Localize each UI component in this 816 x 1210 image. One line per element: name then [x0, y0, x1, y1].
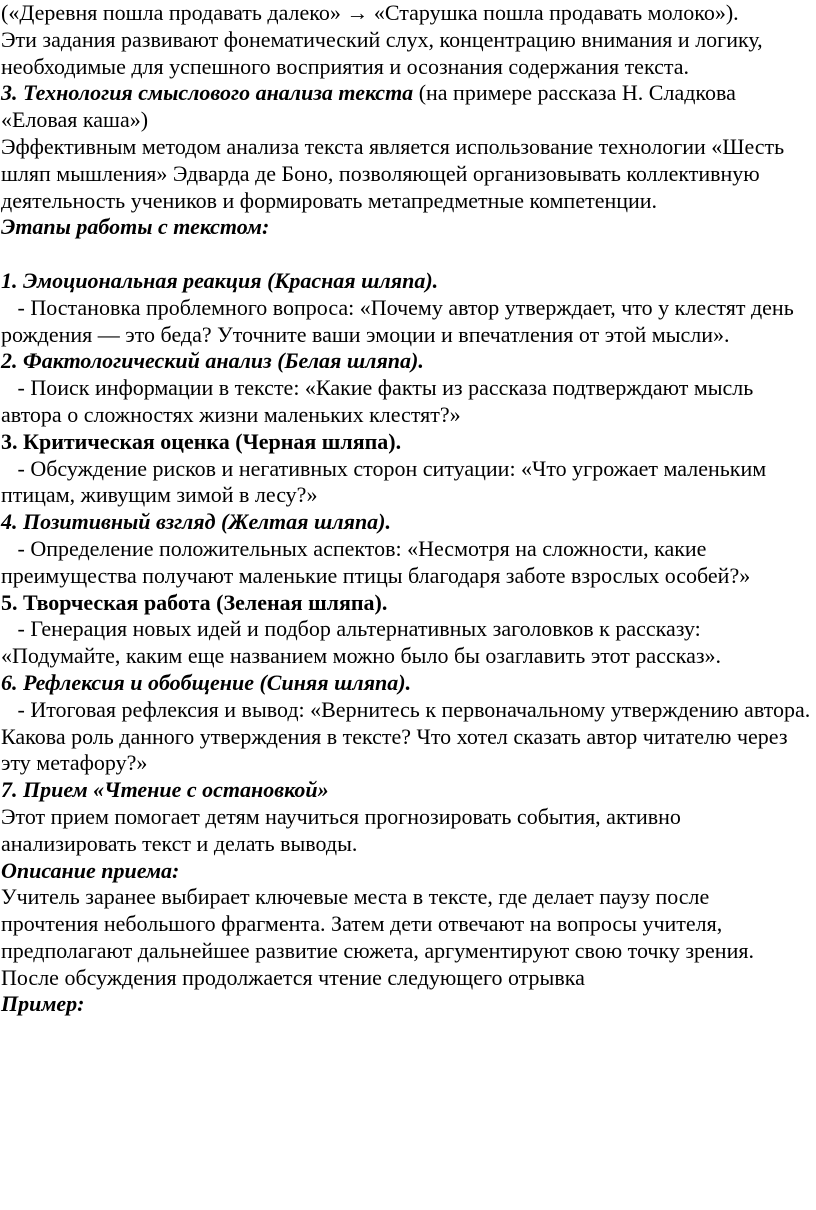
stage-6-title: 6. Рефлексия и обобщение (Синяя шляпа). [1, 669, 412, 695]
section-7-heading: 7. Прием «Чтение с остановкой» [1, 777, 329, 803]
stage-3-text: - Обсуждение рисков и негативных сторон ситуации: «Что угрожает маленьким птицам, живущим зимой в лесу?» [1, 455, 772, 508]
stage-1-text: - Постановка проблемного вопроса: «Почему автор утверждает, что у клестят день рождения — это беда? Уточните ваши эмоции и впечатления от этой мысли». [1, 294, 800, 347]
paragraph-example-transform: («Деревня пошла продавать далеко» → «Старушка пошла продавать молоко»). [1, 0, 739, 25]
section-7-text: Этот прием помогает детям научиться прогнозировать события, активно анализировать текст и делать выводы. [1, 803, 681, 856]
paragraph-tasks-purpose: Эти задания развивают фонематический слух, концентрацию внимания и логику, необходимые для успешного восприятия и осознания содержания текста. [1, 26, 763, 79]
stage-5-text: - Генерация новых идей и подбор альтернативных заголовков к рассказу: «Подумайте, каким еще названием можно было бы озаглавить этот рассказ». [1, 616, 722, 669]
stage-2-title: 2. Фактологический анализ (Белая шляпа). [1, 348, 424, 374]
paragraph-six-hats-intro: Эффективным методом анализа текста является использование технологии «Шесть шляп мышления» Эдварда де Боно, позволяющей организовывать коллективную деятельность учеников и формировать метапредметные компетенции. [1, 133, 785, 213]
stage-4-text: - Определение положительных аспектов: «Несмотря на сложности, какие преимущества получают маленькие птицы благодаря заботе взрослых особей?» [1, 535, 751, 588]
blank-line [0, 241, 816, 268]
stage-5-title: 5. Творческая работа (Зеленая шляпа). [1, 589, 388, 615]
stages-heading: Этапы работы с текстом: [1, 214, 270, 240]
stage-1-title: 1. Эмоциональная реакция (Красная шляпа). [1, 267, 439, 293]
stage-6-text: - Итоговая рефлексия и вывод: «Вернитесь к первоначальному утверждению автора. Какова роль данного утверждения в тексте? Что хотел сказать автор читателю через эту метафору?» [1, 696, 816, 776]
description-heading: Описание приема: [1, 857, 180, 883]
stage-3-title: 3. Критическая оценка (Черная шляпа). [1, 428, 402, 454]
description-text: Учитель заранее выбирает ключевые места в тексте, где делает паузу после прочтения небольшого фрагмента. Затем дети отвечают на вопросы учителя, предполагают дальнейшее развитие сюжета, аргументируют свою точку зрения. После обсуждения продолжается чтение следующего отрывка [1, 884, 754, 990]
section-3-heading: 3. Технология смыслового анализа текста [1, 80, 414, 106]
section-3-heading-line [0, 80, 816, 134]
section-3-subtitle: (на примере рассказа Н. Сладкова «Еловая каша») [1, 80, 736, 133]
stage-2-text: - Поиск информации в тексте: «Какие факты из рассказа подтверждают мысль автора о сложностях жизни маленьких клестят?» [1, 375, 759, 427]
stage-4-title: 4. Позитивный взгляд (Желтая шляпа). [1, 509, 392, 535]
example-heading: Пример: [1, 991, 85, 1017]
